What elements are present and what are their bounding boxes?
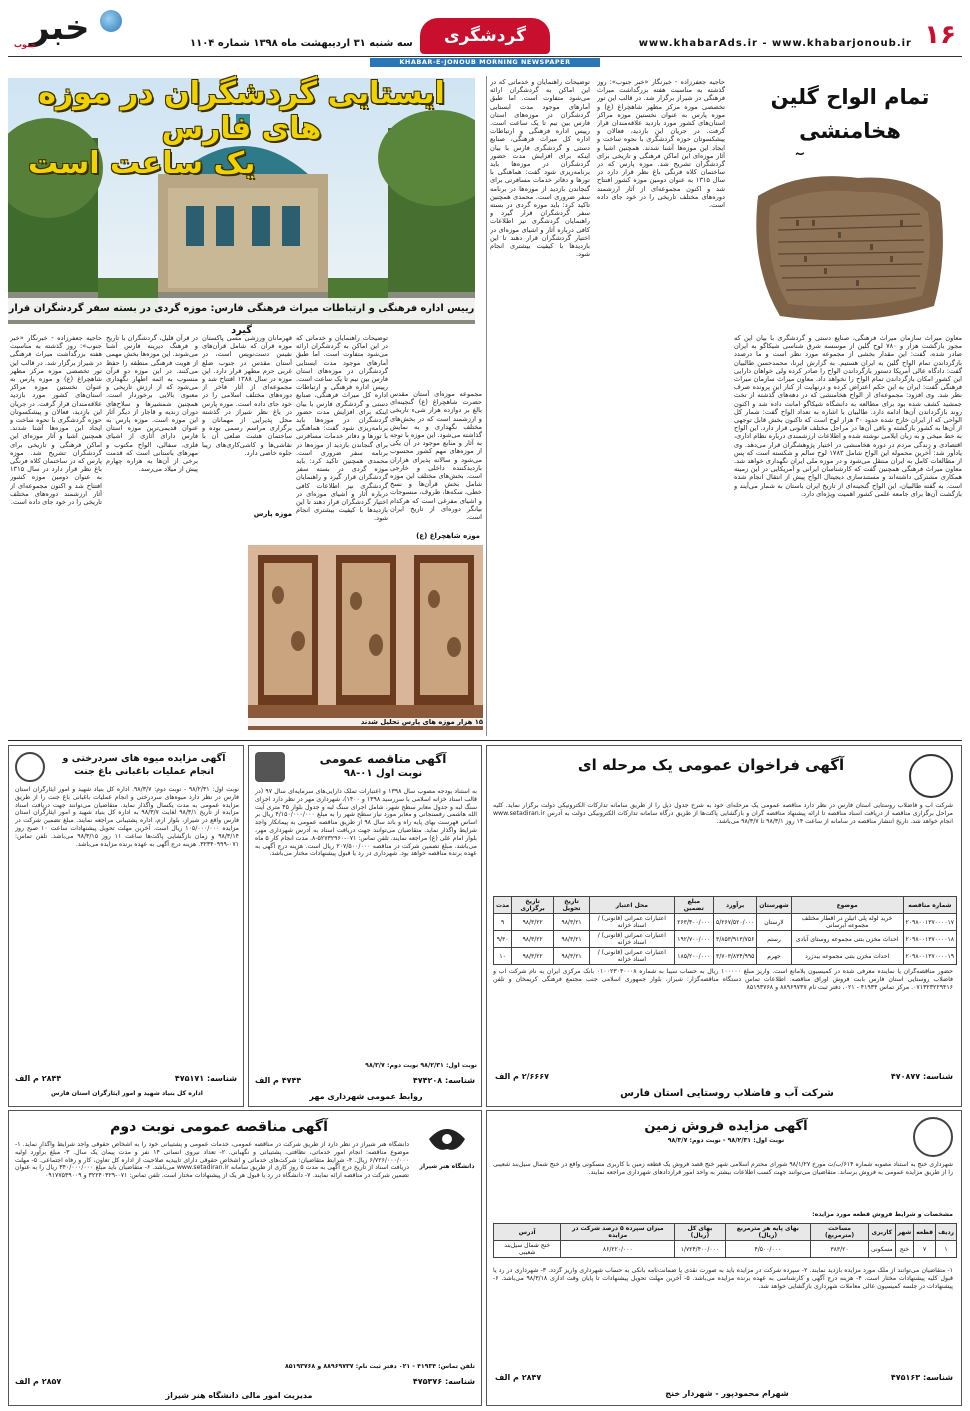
main-headline-line-2: یک ساعت است	[28, 146, 256, 181]
table-cell: ۷	[914, 1241, 936, 1258]
table-cell: ۹۸/۳/۲۱	[554, 914, 590, 931]
museum-showcase-photo	[248, 545, 483, 730]
table-header-cell: مبلغ تضمین	[674, 897, 713, 914]
ad-water-body: شرکت آب و فاضلاب روستایی استان فارس در نظر دارد مناقصه عمومی یک مرحله‌ای خود به شرح جدول ذیل را از طریق سامانه تدارکات الکترونیکی دولت برگزار نماید. کلیه مراحل برگزاری مناقصه از دریافت اسناد مناقصه تا ارائه پیشنهاد مناقصه گران و بازگشایی پاکت‌ها از طریق درگاه سامانه تدارکات الکترونیکی دولت به آدرس www.setadiran.ir انجام خواهد شد. تاریخ انتشار مناقصه در سامانه از ساعت ۱۴ روز ۹۸/۳/۱ تا ۹۸/۳/۷ می‌باشد.	[493, 802, 953, 825]
table-header-cell: آدرس	[494, 1224, 561, 1241]
ad-university-ad-no: ۲۸۵۷ م الف	[15, 1377, 62, 1386]
art-university-logo-text: دانشگاه هنر شیراز	[419, 1163, 475, 1170]
table-cell: اعتبارات عمرانی (قانونی) / اسناد خزانه	[590, 948, 675, 965]
table-cell: ۳/۷۰۳/۸۳۴/۹۹۵	[714, 948, 757, 965]
table-cell: ۱۸۵/۲۰۰/۰۰۰	[674, 948, 713, 965]
table-cell: ۹۸/۳/۲۲	[512, 914, 554, 931]
ad-water-tender	[486, 745, 962, 1107]
main-article-col-3b: توضیحات راهنمایان و خدماتی که در این اماکن به گردشگران ارائه می‌شود متفاوت است. اما طبق آمارهای موجود مدت ایستایی گردشگران در موزه‌های استان فارس بین نیم تا یک ساعت است. رییس اداره فرهنگی و ارتباطات اداره کل میراث فرهنگی، صنایع دستی و گردشگری فارس با بیان اینکه برای افزایش مدت حضور گردشگران در موزه‌ها باید برنامه‌ریزی شود گفت: هماهنگی با تورها و دفاتر خدمات مسافرتی برای گنجاندن بازدید از موزه‌ها در برنامه سفر ضروری است. محمدی همچنین تاکید کرد: باید موزه گردی در بسته سفر گردشگران قرار گیرد و راهنمایان گردشگری نیز اطلاعات کافی درباره آثار و اشیای موزه‌ای در اختیار گردشگران قرار دهند تا این بازدیدها با کیفیت بیشتری انجام شود.	[296, 334, 388, 523]
masthead	[0, 0, 970, 62]
header-ribbon: KHABAR-E-JONOUB MORNING NEWSPAPER	[370, 58, 600, 67]
ad-fruit-auction	[8, 745, 244, 1107]
main-article-col-4: قهرمانان ورزشی مسی پاکستان موزه قرآن که شامل قرآن‌های نفیس دست‌نویس است، در آستان مقدس در جنوب ضلع غربی حرم مطهر قرار دارد. این موزه در سال ۱۳۸۸ افتتاح شد و مجموعه‌ای از آثار فاخر از دوره‌های مختلف اسلامی را در خود جای داده است. موزه پارس در باغ نظر شیراز در گذشته محل پذیرایی از مهمانان و برگزاری مراسم رسمی بوده و ساختمان هشت ضلعی آن با نقاشی‌ها و کاشی‌کاری‌های زیبا جلوه خاصی دارد.	[202, 334, 292, 457]
ad-land-auction	[486, 1110, 962, 1406]
table-header-cell: موضوع	[791, 897, 903, 914]
ad-university-code: شناسه: ۴۷۵۳۷۶	[412, 1377, 475, 1386]
table-cell: ۹۸/۳/۲۱	[554, 948, 590, 965]
table-cell: ۲۶۳/۴۰۰/۰۰۰	[674, 914, 713, 931]
table-cell: ۵/۲۶۷/۵۲۰/۰۰۰	[714, 914, 757, 931]
right-headline-line-1: تمام الواح گلین هخامنشی	[770, 85, 930, 143]
table-header-cell: مدت	[494, 897, 512, 914]
table-header-cell: شهر	[895, 1224, 914, 1241]
ad-university-tender	[8, 1110, 482, 1406]
ad-fruit-title: آگهی مزایده میوه های سردرختی و انجام عملیات باغبانی باغ جنت	[62, 753, 226, 777]
table-cell: احداث مخزن بتنی مجموعه روستای آبادی	[791, 931, 903, 948]
ad-municipality-code: شناسه: ۴۷۴۲۰۸	[412, 1076, 475, 1085]
ad-university-signature: مدیریت امور مالی دانشگاه هنر شیراز	[165, 1391, 313, 1400]
table-header-cell: بهای کل (ریال)	[675, 1224, 725, 1241]
table-header-cell: بهای پایه هر مترمربع (ریال)	[725, 1224, 810, 1241]
table-cell: ۱۹۲/۷۰۰/۰۰۰	[674, 931, 713, 948]
ad-fruit-ad-no: ۲۸۴۴ م الف	[15, 1074, 62, 1083]
ad-land-title: آگهی مزایده فروش زمین	[644, 1119, 808, 1134]
clay-tablet-photo	[740, 156, 954, 332]
main-article-col-2: توضیحات راهنمایان و خدماتی که در این اماکن به گردشگران ارائه می‌شود متفاوت است. اما طبق آمارهای موجود مدت ایستایی گردشگران در موزه‌های استان فارس بین نیم تا یک ساعت است. رییس اداره فرهنگی و ارتباطات اداره کل میراث فرهنگی، صنایع دستی و گردشگری فارس با بیان اینکه برای افزایش مدت حضور گردشگران در موزه‌ها باید برنامه‌ریزی شود گفت: هماهنگی با تورها و دفاتر خدمات مسافرتی برای گنجاندن بازدید از موزه‌ها در برنامه سفر ضروری است. محمدی همچنین تاکید کرد: باید موزه گردی در بسته سفر گردشگران قرار گیرد و راهنمایان گردشگری نیز اطلاعات کافی درباره آثار و اشیای موزه‌ای در اختیار گردشگران قرار دهند تا این بازدیدها با کیفیت بیشتری انجام شود.	[490, 78, 590, 259]
table-cell: لارستان	[757, 914, 791, 931]
table-row	[494, 914, 957, 931]
main-headline	[8, 76, 475, 190]
sub-heading-shahcheragh: موزه شاهچراغ (ع)	[416, 532, 480, 540]
main-article-col-6: حاجیه جعفرزاده - خبرنگار «خبر جنوب»: روز گذشته به مناسبت هفته بزرگداشت میراث فرهنگی در شیراز برگزار شد. در قالب این تور تخصصی موزه مرکز مطهر شاهچراغ (ع) و موزه پارس به عنوان نخستین موزه مراکز استان‌های کشور مورد بازدید علاقه‌مندان قرار گرفت. در جریان این بازدید، فعالان و پیشکسوتان حوزه گردشگری با نحوه ساخت و ایجاد این موزه‌ها آشنا شدند. همچنین اشیا و آثار موزه‌ای این اماکن فرهنگی و تاریخی برای گردشگران تشریح شد. موزه پارس که در ساختمان کلاه فرنگی باغ نظر قرار دارد در سال ۱۳۱۵ به عنوان دومین موزه کشور افتتاح شد و اکنون مجموعه‌ای از آثار ارزشمند دوره‌های مختلف تاریخی را در خود جای داده است.	[10, 334, 102, 507]
khonj-municipality-logo-icon	[913, 1117, 953, 1157]
museum-photo-caption: ۱۵ هزار موزه های پارس تحلیل شدند	[248, 718, 483, 726]
table-cell: اعتبارات عمرانی (قانونی) / اسناد خزانه	[590, 914, 675, 931]
table-header-cell: قطعه	[914, 1224, 936, 1241]
newspaper-logo-sub: جنوب	[14, 40, 37, 49]
ad-university-body: دانشگاه هنر شیراز در نظر دارد از طریق شرکت در مناقصه عمومی، خدمات عمومی و پشتیبانی خود را به اشخاص حقوقی واجد شرایط واگذار نماید. ۱- موضوع مناقصه: انجام امور خدماتی، نظافتی، پشتیبانی و نگهبانی. ۲- تعداد نیروی انسانی ۱۴ نفر و مدت پیمان یک سال. ۳- مبلغ برآورد اولیه ۶/۷۲۶/۰۰۰/۰۰۰ ریال. ۴- شرایط متقاضیان: شرکت‌های خدماتی و اشخاص حقوقی دارای تاییدیه صلاحیت از اداره کل تعاون، کار و رفاه اجتماعی. ۵- مهلت دریافت اسناد از تاریخ درج آگهی به مدت ۵ روز کاری از طریق سامانه www.setadiran.ir می‌باشد. ۶- متقاضیان باید مبلغ ۳۴۰/۰۰۰/۰۰۰ ریال را به عنوان تضمین شرکت در مناقصه ارائه نمایند. ۷- دانشگاه در رد یا قبول هر یک از پیشنهادات مختار است. تلفن تماس: ۰۷۱-۳۲۲۴۰۳۲۹ و ۰۹۱۷۷۵۳۹۰۰۹	[15, 1141, 409, 1180]
table-header-cell: برآورد	[714, 897, 757, 914]
table-cell: ۲۰۹۸۰۰۱۳۷۰۰۰۰۱۹	[903, 948, 956, 965]
museum-showcase-image	[248, 545, 483, 730]
table-cell: خرید لوله پلی اتیلن در اقطار مختلف مجموعه آبرسانی	[791, 914, 903, 931]
photo-caption: رییس اداره فرهنگی و ارتباطات میراث فرهنگی فارس: موزه گردی در بسته سفر گردشگران قرار گیرد	[8, 298, 475, 320]
foundation-logo-icon	[15, 752, 45, 782]
table-header-cell: تاریخ برگزاری	[512, 897, 554, 914]
ad-municipality-tender	[248, 745, 482, 1107]
table-cell: ۹/۳۰	[494, 931, 512, 948]
ad-land-table	[493, 1223, 957, 1258]
table-header-cell: مساحت (مترمربع)	[811, 1224, 869, 1241]
main-article-col-1: حاجیه جعفرزاده - خبرنگار «خبر جنوب»: روز گذشته به مناسبت هفته بزرگداشت میراث فرهنگی در شیراز برگزار شد. در قالب این تور تخصصی موزه مرکز مطهر شاهچراغ (ع) و موزه پارس به عنوان نخستین موزه مراکز استان‌های کشور مورد بازدید علاقه‌مندان قرار گرفت. در جریان این بازدید، فعالان و پیشکسوتان حوزه گردشگری با نحوه ساخت و ایجاد این موزه‌ها آشنا شدند. همچنین اشیا و آثار موزه‌ای این اماکن فرهنگی و تاریخی برای گردشگران تشریح شد. موزه پارس که در ساختمان کلاه فرنگی باغ نظر قرار دارد در سال ۱۳۱۵ به عنوان دومین موزه کشور افتتاح شد و اکنون مجموعه‌ای از آثار ارزشمند دوره‌های مختلف تاریخی را در خود جای داده است.	[597, 78, 725, 210]
ad-municipality-body: به استناد بودجه مصوب سال ۱۳۹۸ و اعتبارات تملک دارایی‌های سرمایه‌ای سال ۹۷ (در قالب اسناد خزانه اسلامی با سررسید ۱۳۹۸ و ۱۴۰۰)، شهرداری مهر در نظر دارد اجرای سنگ لبه و جدول معابر سطح شهر، شامل اجرای سنگ لبه و جدول بلوار ۴۵ متری آیت الله هاشمی رفسنجانی و معابر مورد نیاز سطح شهر را به مبلغ ۴/۱۵۰/۰۰۰/۰۰۰ ریال بر اساس فهرست بهای پایه راه و باند سال ۹۸ از طریق مناقصه عمومی به پیمانکار واجد شرایط واگذار نماید. متقاضیان می‌توانند جهت دریافت اسناد به آدرس شهرداری مهر، بلوار امام علی (ع) مراجعه نمایند. تلفن تماس: ۰۷۱-۵۲۷۳۲۹۶۰-۸. مدت انجام کار ۵ ماه می‌باشد. مبلغ تضمین شرکت در مناقصه ۲۰۷/۵۰۰/۰۰۰ ریال است. هزینه درج آگهی به عهده برنده مناقصه خواهد بود. شهرداری در رد یا قبول پیشنهادات مختار می‌باشد.	[255, 788, 477, 858]
table-cell: اعتبارات عمرانی (قانونی) / اسناد خزانه	[590, 931, 675, 948]
table-cell: ۱	[936, 1241, 957, 1258]
ad-fruit-signature: اداره کل بنیاد شهید و امور ایثارگران استان فارس	[51, 1090, 203, 1097]
table-row	[494, 1241, 957, 1258]
ad-water-ad-no: ۲/۶۶۶۷ م الف	[495, 1072, 550, 1081]
page-number: ۱۶	[924, 20, 956, 50]
ads-divider	[8, 740, 962, 741]
site-url[interactable]: www.khabarAds.ir - www.khabarjonoub.ir	[638, 38, 912, 49]
ad-municipality-dates: نوبت اول: ۹۸/۲/۳۱ نوبت دوم: ۹۸/۳/۷	[365, 1062, 477, 1069]
ad-water-title: آگهی فراخوان عمومی یک مرحله ای	[577, 756, 845, 774]
table-header-cell: ردیف	[936, 1224, 957, 1241]
globe-icon	[100, 10, 122, 32]
table-cell: ۱۰	[494, 948, 512, 965]
ad-university-title: آگهی مناقصه عمومی نوبت دوم	[110, 1119, 328, 1135]
table-row	[494, 931, 957, 948]
section-badge: گردشگری	[420, 18, 550, 54]
table-cell: ۹	[494, 914, 512, 931]
sub-heading-pars: موزه پارس	[253, 510, 292, 518]
right-article-body: معاون میراث سازمان میراث فرهنگی، صنایع دستی و گردشگری با بیان این که مجوز بازگشت هزار و ۷۸۰ لوح گلین از موسسه شرق شناسی شیکاگو به ایران صادر شده، گفت: این مقدار بخشی از مجموعه مورد نظر است و ما درصدد بازگرداندن تمام الواح گلین به ایران هستیم. به گزارش ایرنا، محمدحسن طالبیان گفت: دادگاه عالی آمریکا دستور بازگرداندن الواح را صادر کرده ولی خواهان دارایی این کشور امکان بازگرداندن تمام الواح را نخواهد داد. معاون میراث سازمان میراث فرهنگی گفت: ایران به این حکم اعتراض کرده و درنهایت از کنار این پرونده صرف نظر شد. وی افزود: مجموعه‌ای از الواح هخامنشی که در دهه‌های گذشته از تخت جمشید کشف شده بود برای مطالعه به دانشگاه شیکاگو امانت داده شد و اکنون روند بازگرداندن آن‌ها ادامه دارد. طالبیان با اشاره به تعداد الواح گفت: شمار کل الواحی که از ایران خارج شده حدود ۳۰ هزار لوح است که تاکنون بخش قابل توجهی از آن‌ها به کشور بازگشته و باقی آن‌ها در مراحل مختلف قانونی قرار دارد. این الواح به خط میخی و به زبان ایلامی نوشته شده و اطلاعات ارزشمندی درباره نظام اداری، اقتصادی و زندگی مردم در دوره هخامنشی در اختیار پژوهشگران قرار می‌دهد. وی یادآور شد: آخرین محموله این الواح شامل ۱۷۸۳ لوح سالم و شکسته است که پس از مطالعات کامل به ایران منتقل می‌شود و در موزه ملی ایران نگهداری خواهد شد. معاون میراث فرهنگی همچنین گفت که کارشناسان ایرانی و آمریکایی در این زمینه همکاری مشترکی داشته‌اند و مستندسازی دیجیتال الواح پیش از انتقال انجام شده است. به گفته طالبیان، این الواح گنجینه‌ای از تاریخ ایران باستان به شمار می‌آیند و بازگشت آن‌ها برای جامعه علمی کشور اهمیت ویژه‌ای دارد.	[734, 334, 962, 498]
table-cell: خنج شمال سیل‌بند شعیبی	[494, 1241, 561, 1258]
table-cell: احداث مخزن بتنی مجموعه بیدزرد	[791, 948, 903, 965]
land-auction-table	[493, 1223, 957, 1258]
water-company-logo-icon	[909, 754, 953, 798]
table-cell: ۴/۵۰۰/۰۰۰	[725, 1241, 810, 1258]
ad-land-table-title: مشخصات و شرایط فروش قطعه مورد مزایده:	[812, 1211, 953, 1218]
ad-land-code: شناسه: ۴۷۵۱۶۳	[890, 1373, 953, 1382]
ad-water-notes: حضور مناقصه‌گران یا نماینده معرفی شده در کمیسیون بلامانع است. واریز مبلغ ۱۰۰۰۰۰ ریال به حساب سیبا به شماره ۰۱۰۰۲۳۰۴۰۰۰۸ بانک مرکزی ایران به نام شرکت آب و فاضلاب روستایی استان فارس بابت فروش اوراق مناقصه. اطلاعات تماس دستگاه مناقصه‌گزار: شیراز، بلوار جمهوری اسلامی جنب مجتمع فرهنگی کریمخان و تلفن ۰۷۱۳۲۳۲۲۹۴۱۶. مرکز تماس ۴۱۹۳۴ - ۰۲۱، دفتر ثبت نام ۸۸۹۶۹۷۳۷ و ۸۵۱۹۳۷۶۸	[493, 968, 953, 991]
ad-fruit-body: نوبت اول: ۹۸/۲/۳۱ - نوبت دوم: ۹۸/۳/۷. اداره کل بنیاد شهید و امور ایثارگران استان فارس در نظر دارد میوه‌های سردرختی و انجام عملیات باغبانی باغ جنت را از طریق مزایده عمومی به مدت یکسال واگذار نماید. متقاضیان می‌توانند جهت دریافت اسناد مزایده از تاریخ ۹۸/۳/۱ لغایت ۹۸/۳/۷ به اداره کل بنیاد شهید و امور ایثارگران استان فارس واقع در شیراز، بلوار ارم، اداره پشتیبانی مراجعه نمایند. مبلغ تضمین شرکت در مزایده ۱۰۵/۰۰۰/۰۰۰ ریال است. آخرین مهلت تحویل پیشنهادات ساعت ۱۰ صبح روز ۹۸/۳/۱۴ و زمان بازگشایی پاکت‌ها ساعت ۱۱ روز ۹۸/۳/۱۵ می‌باشد. تلفن تماس: ۰۷۱-۳۲۳۴۰۹۹۹. هزینه درج آگهی به عهده برنده مزایده می‌باشد.	[15, 786, 239, 848]
table-cell: خنج	[895, 1241, 914, 1258]
table-header-cell: شهرستان	[757, 897, 791, 914]
table-row	[494, 948, 957, 965]
ad-municipality-subtitle: نوبت اول ۰۱-۹۸	[343, 768, 423, 779]
newspaper-logo: خبر	[30, 8, 90, 48]
table-header-cell: کاربری	[869, 1224, 896, 1241]
issue-info: سه شنبه ۳۱ اردیبهشت ماه ۱۳۹۸ شماره ۱۱۰۴	[190, 38, 413, 49]
ad-land-body: شهرداری خنج به استناد مصوبه شماره ۶۱۴/ب/ت مورخ ۹۸/۱/۲۷ شورای محترم اسلامی شهر خنج قصد فروش یک قطعه زمین با کاربری مسکونی واقع در خنج شمال سیل‌بند شعیبی را از طریق مزایده عمومی به فروش برساند. متقاضیان می‌توانند جهت کسب اطلاعات بیشتر به واحد امور قراردادهای شهرداری مراجعه نمایند.	[493, 1161, 953, 1176]
header-rule	[8, 56, 962, 57]
table-cell: ۳/۸۵۳/۹۱۳/۷۵۶	[714, 931, 757, 948]
ad-land-dates: نوبت اول: ۹۸/۲/۳۱ - نوبت دوم: ۹۸/۳/۷	[667, 1137, 785, 1144]
ad-municipality-title: آگهی مناقصه عمومی	[319, 752, 447, 766]
ad-university-contact: تلفن تماس: ۴۱۹۳۴ - ۰۲۱ دفتر ثبت نام: ۸۸۹۶۹۷۳۷ و ۸۵۱۹۳۷۶۸	[285, 1363, 475, 1370]
table-cell: ۸۶/۲۲۰/۰۰۰	[561, 1241, 675, 1258]
table-cell: ۳۸۳/۲۰	[811, 1241, 869, 1258]
municipality-logo-icon	[255, 752, 285, 782]
ad-water-code: شناسه: ۴۷۰۸۷۷	[890, 1072, 953, 1081]
table-header-cell: محل اعتبار	[590, 897, 675, 914]
table-cell: ۲۰۹۸۰۰۱۳۷۰۰۰۰۱۸	[903, 931, 956, 948]
table-cell: ۹۸/۳/۲۲	[512, 931, 554, 948]
table-cell: ۲۰۹۸۰۰۱۳۷۰۰۰۰۱۷	[903, 914, 956, 931]
ad-land-ad-no: ۲۸۴۷ م الف	[495, 1373, 542, 1382]
table-cell: ۱/۷۲۴/۴۰۰/۰۰۰	[675, 1241, 725, 1258]
clay-tablet-image	[740, 156, 954, 332]
table-cell: ۹۸/۳/۲۱	[554, 931, 590, 948]
column-divider	[486, 76, 487, 736]
ad-municipality-ad-no: ۴۷۴۴ م الف	[255, 1076, 302, 1085]
main-article-col-3: مجموعه موزه‌ای آستان مقدس حضرت شاهچراغ (ع) گنجینه‌ای بالغ بر دوازده هزار شیء تاریخی و ارزشمند است که در بخش‌های مختلف نگهداری و به نمایش گذاشته می‌شود. این موزه با توجه به آثار و منابع موجود در آن یکی از موزه‌های مهم کشور محسوب می‌شود و سالانه پذیرای هزاران بازدیدکننده داخلی و خارجی است. بخش‌های مختلف این موزه شامل بخش قرآن‌ها و نسخ خطی، سکه‌ها، ظروف، منسوجات و اشیای مفرغی است که هرکدام بیانگر دوره‌ای از تاریخ ایران است.	[390, 390, 482, 522]
ad-land-signature: شهرام محمودپور - شهردار خنج	[665, 1389, 789, 1398]
table-header-cell: میزان سپرده ۵ درصد شرکت در مزایده	[561, 1224, 675, 1241]
table-cell: مسکونی	[869, 1241, 896, 1258]
table-cell: جهرم	[757, 948, 791, 965]
table-header-cell: تاریخ تحویل	[554, 897, 590, 914]
main-article-col-5: در قرآن قلیل، گردشگران با تاریخ و فرهنگ دیرینه فارس آشنا می‌شوند. این موزه‌ها بخش مهمی از هویت فرهنگی منطقه را حفظ می‌کنند. در این موزه دو قرآن منسوب به ائمه اطهار نگهداری می‌شود که از ارزش تاریخی و معنوی بالایی برخوردار است. همچنین شمشیرها و سلاح‌های دوران زندیه و قاجار از دیگر آثار این موزه است. موزه پارس به عنوان قدیمی‌ترین موزه استان فارس دارای آثاری از اشیای فلزی، سفالی، الواح مکتوب و مهرهای باستانی است که قدمت برخی از آن‌ها به هزاره چهارم پیش از میلاد می‌رسد.	[106, 334, 198, 474]
table-header-cell: شماره مناقصه	[903, 897, 956, 914]
ad-water-signature: شرکت آب و فاضلاب روستایی استان فارس	[620, 1088, 834, 1099]
ad-water-table	[493, 896, 957, 965]
table-cell: ۹۸/۳/۲۲	[512, 948, 554, 965]
ad-municipality-signature: روابط عمومی شهرداری مهر	[309, 1092, 423, 1101]
main-headline-line-1: ایستایی گردشگران در موزه های فارس	[38, 76, 445, 146]
table-cell: رستم	[757, 931, 791, 948]
ad-fruit-code: شناسه: ۴۷۵۱۷۱	[174, 1074, 237, 1083]
water-tender-table	[493, 896, 957, 965]
ad-land-notes: ۱- متقاضیان می‌توانند از ملک مورد مزایده بازدید نمایند. ۲- سپرده شرکت در مزایده باید به صورت نقدی یا ضمانت‌نامه بانکی به حساب شهرداری واریز گردد. ۳- شهرداری در رد یا قبول کلیه پیشنهادات مختار است. ۴- هزینه درج آگهی و کارشناسی به عهده برنده مزایده می‌باشد. ۵- آخرین مهلت تحویل پیشنهادات تا پایان وقت اداری ۹۸/۳/۱۸ می‌باشد. ۶- پیشنهادات در جلسه کمیسیون عالی معاملات شهرداری بازگشایی خواهد شد.	[493, 1267, 953, 1290]
